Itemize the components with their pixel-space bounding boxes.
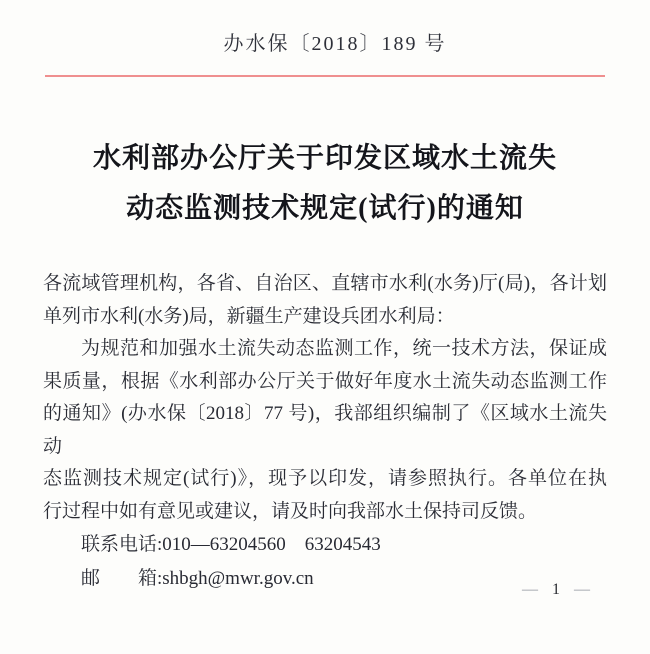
- page-number: [522, 580, 590, 600]
- body-line: 为规范和加强水土流失动态监测工作，统一技术方法，保证成: [81, 338, 607, 359]
- document-title: [0, 134, 650, 234]
- body-line: 行过程中如有意见或建议，请及时向我部水土保持司反馈。: [43, 500, 538, 522]
- body-text: [43, 268, 607, 596]
- contact-phone-line: 联系电话:010—63204560 63204543: [81, 534, 381, 555]
- page-number-dash-left: —: [522, 581, 538, 598]
- body-line: 的通知》(办水保〔2018〕77 号)，我部组织编制了《区域水土流失动: [43, 403, 607, 457]
- body-line: 果质量，根据《水利部办公厅关于做好年度水土流失动态监测工作: [43, 370, 607, 392]
- red-divider-line: [45, 75, 605, 77]
- title-line-1: 水利部办公厅关于印发区域水土流失: [92, 143, 557, 174]
- page-number-dash-right: —: [574, 581, 590, 598]
- body-line: 单列市水利(水务)局，新疆生产建设兵团水利局：: [43, 305, 455, 327]
- document-number: 办水保〔2018〕189 号: [223, 33, 447, 55]
- body-line: 态监测技术规定(试行)》，现予以印发，请参照执行。各单位在执: [43, 468, 607, 489]
- page-number-value: 1: [552, 581, 560, 598]
- contact-email-line: 邮 箱:shbgh@mwr.gov.cn: [81, 568, 314, 589]
- title-line-2: 动态监测技术规定(试行)的通知: [126, 193, 524, 224]
- body-line: 各流域管理机构，各省、自治区、直辖市水利(水务)厅(局)，各计划: [43, 273, 607, 294]
